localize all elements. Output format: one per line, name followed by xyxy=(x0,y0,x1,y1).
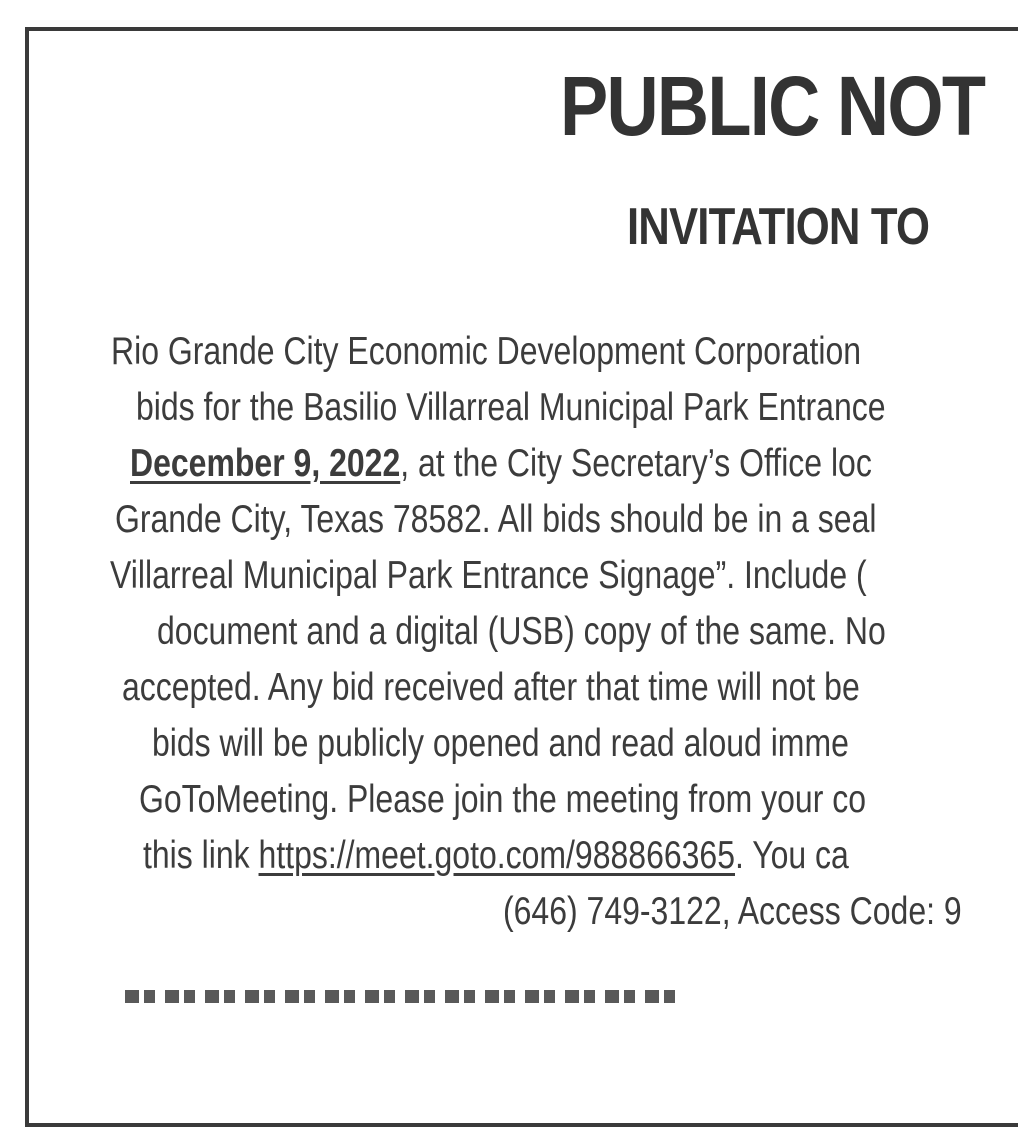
body-line-6: document and a digital (USB) copy of the same. No xyxy=(157,610,886,653)
body-line-4: Grande City, Texas 78582. All bids should be in a seal xyxy=(115,498,877,541)
notice-subtitle: INVITATION TO xyxy=(627,198,930,256)
body-line-5: Villarreal Municipal Park Entrance Signage”. Include ( xyxy=(110,554,867,597)
meeting-link[interactable]: https://meet.goto.com/988866365 xyxy=(258,834,736,877)
body-line-2: bids for the Basilio Villarreal Municipal Park Entrance xyxy=(136,386,886,429)
body-line-10-tail: . You ca xyxy=(735,834,849,877)
bid-deadline-date: December 9, 2022 xyxy=(130,442,401,485)
body-line-9: GoToMeeting. Please join the meeting from your co xyxy=(139,778,867,821)
notice-title: PUBLIC NOT xyxy=(560,59,985,153)
body-line-10 xyxy=(143,834,849,878)
body-line-11: (646) 749-3122, Access Code: 9 xyxy=(503,890,962,933)
cut-off-text-line xyxy=(125,990,685,1003)
body-line-7: accepted. Any bid received after that time will not be xyxy=(122,666,860,709)
body-line-3-text: , at the City Secretary’s Office loc xyxy=(400,442,872,485)
body-line-10-text: this link xyxy=(143,834,259,877)
cut-off-text-glyphs xyxy=(125,990,685,1003)
body-line-8: bids will be publicly opened and read aloud imme xyxy=(152,722,849,765)
body-line-1: Rio Grande City Economic Development Corporation xyxy=(111,330,862,373)
body-line-3 xyxy=(130,442,872,486)
